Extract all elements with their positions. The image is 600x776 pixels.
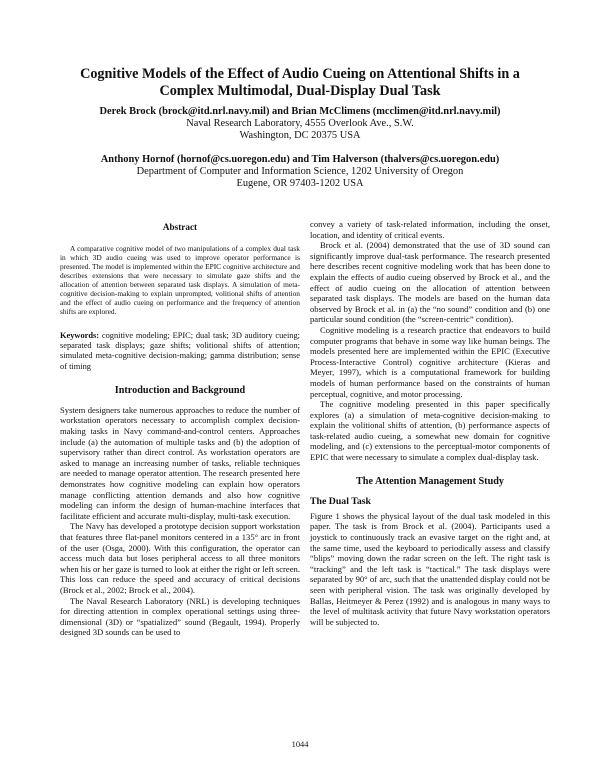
author-block-1 [40,106,560,143]
paragraph: convey a variety of task-related information, including the onset, location, and identity of critical events. [310,219,550,240]
paragraph: Cognitive modeling is a research practice that endeavors to build computer programs that behave in some way like human beings. The models presented here are implemented within the EPIC (Executive Process-Interactive Control) cognitive architecture (Kieras and Meyer, 1997), which is a computational framework for building models of human performance based on the constraints of human perceptual, cognitive, and motor processing. [310,324,550,399]
paper-title: Cognitive Models of the Effect of Audio Cueing on Attentional Shifts in a Complex Multimodal, Dual-Display Dual Task [80,66,520,99]
paragraph: The Navy has developed a prototype decision support workstation that features three flat-panel monitors centered in a 135° arc in front of the user (Osga, 2000). With this configuration, the operator can access much data but loses peripheral access to all three monitors when his or her gaze is turned to look at either the right or left screen. This loss can reduce the speed and accuracy of critical decisions (Brock et al., 2002; Brock et al., 2004). [60,521,300,595]
keywords-text: cognitive modeling; EPIC; dual task; 3D auditory cueing; separated task displays; gaze shifts; volitional shifts of attention; simulated meta-cognitive decision-making; gamma distribution; sense of timing [60,330,301,371]
section-heading-intro: Introduction and Background [114,385,246,397]
affiliation-line: Naval Research Laboratory, 4555 Overlook Ave., S.W. [186,118,414,130]
affiliation-line: Washington, DC 20375 USA [239,130,361,142]
abstract-text: A comparative cognitive model of two manipulations of a complex dual task in which 3D audio cueing was used to improve operator performance is presented. The model is implemented within the EPIC cognitive architecture and describes extensions that were necessary to simulate gaze shifts and the allocation of attention between separated task displays. A simulation of meta-cognitive decision-making to explain unprompted, volitional shifts of attention and the effect of audio cueing on performance and the frequency of attention shifts are explored. [60,243,300,316]
paragraph: System designers take numerous approaches to reduce the number of workstation operators necessary to accomplish complex decision-making tasks in Navy command-and-control centers. Approaches include (a) the automation of multiple tasks and (b) the adoption of supervisory rather than direct control. As workstation operators are asked to manage an increasing number of tasks, reliable techniques are needed to manage operator attention. The research presented here demonstrates how cognitive modeling can explain how operators manage conflicting attention demands and also how cognitive modeling can inform the design of human-machine interfaces that facilitate efficient and accurate multi-display, multi-task execution. [60,404,300,521]
author-names-2: Anthony Hornof (hornof@cs.uoregon.edu) and Tim Halverson (thalvers@cs.uoregon.edu) [100,154,500,165]
paragraph: The Naval Research Laboratory (NRL) is developing techniques for directing attention in complex operational settings using three-dimensional (3D) or “spatialized” sound (Begault, 1994). Properly designed 3D sounds can be used to [60,595,300,638]
section-heading-attention-study: The Attention Management Study [355,475,504,487]
subsection-heading-dual-task: The Dual Task [310,496,371,508]
page-number: 1044 [291,740,309,749]
left-column [60,222,300,638]
author-names-1: Derek Brock (brock@itd.nrl.navy.mil) and Brian McClimens (mcclimen@itd.nrl.navy.mil) [99,106,501,117]
paragraph: Brock et al. (2004) demonstrated that the use of 3D sound can significantly improve dual-task performance. The research presented here describes recent cognitive modeling work that has been done to explain the effects of audio cueing observed by Brock et al., and the effect of audio cueing on the allocation of attention between separated task displays. The models are based on the human data observed by Brock et al. in (a) the “no sound” condition and (b) one particular sound condition (the “screen-centric” condition). [310,240,550,325]
keywords [60,331,300,373]
affiliation-line: Department of Computer and Information Science, 1202 University of Oregon [136,166,464,178]
author-block-2 [40,154,560,191]
keywords-label: Keywords: [60,330,100,340]
paragraph: Figure 1 shows the physical layout of the dual task modeled in this paper. The task is from Brock et al. (2004). Participants used a joystick to continuously track an evasive target on the right and, at the same time, used the keyboard to periodically assess and classify “blips” moving down the radar screen on the left. The right task is “tracking” and the left task is “tactical.” The task displays were separated by 90° of arc, such that the unattended display could not be seen with peripheral vision. The task was originally developed by Ballas, Heitmeyer & Perez (1992) and is analogous in many ways to the level of multitask activity that future Navy workstation operators will be subjected to. [310,510,550,627]
abstract-heading: Abstract [162,222,198,232]
affiliation-line: Eugene, OR 97403-1202 USA [236,178,364,190]
paragraph: The cognitive modeling presented in this paper specifically explores (a) a simulation of meta-cognitive decision-making to explain the volitional shifts of attention, (b) performance aspects of task-related audio cueing, a somewhat new domain for cognitive modeling, and (c) extensions to the perceptual-motor components of EPIC that were necessary to simulate a complex dual-display task. [310,399,550,463]
right-column [310,219,550,627]
